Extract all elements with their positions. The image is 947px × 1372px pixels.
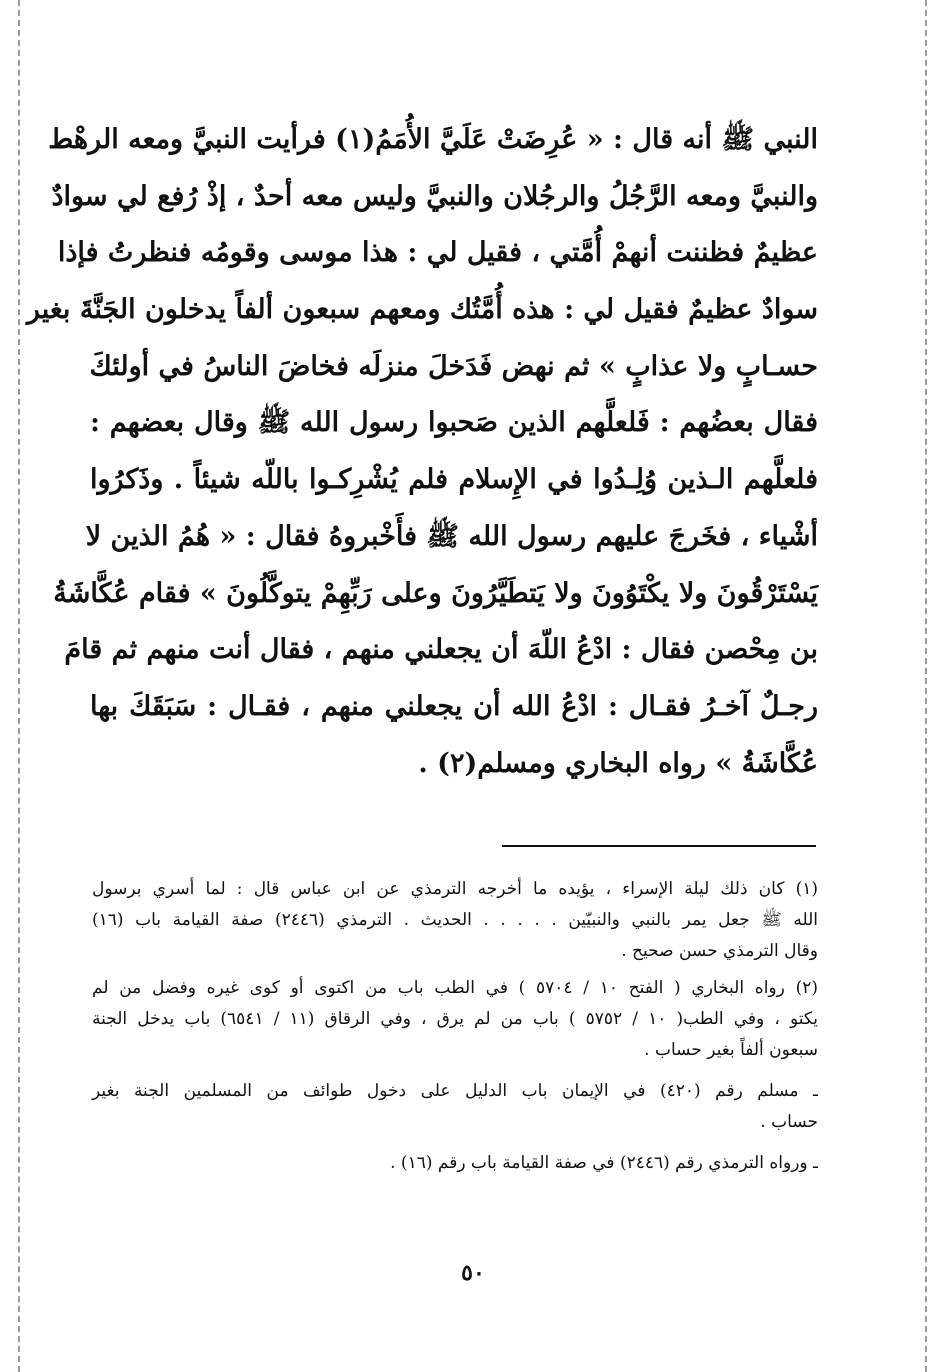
- footnote-line: يكتو ، وفي الطب( ١٠ / ٥٧٥٢ ) باب من لم يرق ، وفي الرقاق (١١ / ٦٥٤١) باب يدخل الجنة: [92, 1009, 818, 1029]
- footnote-2-tirmidhi: [92, 1148, 818, 1179]
- footnote-2: [92, 973, 818, 1066]
- main-line: والنبيَّ ومعه الرَّجُلُ والرجُلان والنبيَّ وليس معه أحدٌ ، إذْ رُفع لي سوادٌ: [51, 180, 818, 212]
- main-line: سوادٌ عظيمٌ فقيل لي : هذه أُمَّتُك ومعهم سبعون ألفاً يدخلون الجَنَّةَ بغير: [26, 294, 818, 326]
- main-line: النبي ﷺ أنه قال : « عُرِضَتْ عَلَيَّ الأُمَمُ(١) فرأيت النبيَّ ومعه الرهْط: [48, 124, 818, 155]
- footnote-line: ـ ورواه الترمذي رقم (٢٤٤٦) في صفة القيامة باب رقم (١٦) .: [390, 1153, 818, 1173]
- footnote-line: سبعون ألفاً بغير حساب .: [644, 1040, 818, 1060]
- footnote-separator: [502, 845, 816, 847]
- main-line: أشْياء ، فخَرجَ عليهم رسول الله ﷺ فأَخْبروهُ فقال : « هُمُ الذين لا: [85, 520, 818, 552]
- main-line: عظيمٌ فظننت أنهمْ أُمَّتي ، فقيل لي : هذا موسى وقومُه فنظرتُ فإذا: [57, 237, 818, 269]
- footnote-line: ـ مسلم رقم (٤٢٠) في الإيمان باب الدليل على دخول طوائف من المسلمين الجنة بغير: [92, 1081, 819, 1101]
- main-line: فلعلَّهم الـذين وُلِـدُوا في الإِسلام فلم يُشْرِكـوا باللّه شيئاً . وذَكرُوا: [90, 464, 818, 496]
- footnote-line: (١) كان ذلك ليلة الإسراء ، يؤيده ما أخرجه الترمذي عن ابن عباس قال : لما أسري برسول: [92, 879, 818, 899]
- footnote-line: الله ﷺ جعل يمر بالنبي والنبيّين . . . . . الحديث . الترمذي (٢٤٤٦) صفة القيامة باب (١٦): [92, 910, 818, 930]
- page-number: ٥٠: [461, 1260, 485, 1286]
- main-line: يَسْتَرْقُونَ ولا يكْتَوُونَ ولا يَتطَيَّرُونَ وعلى رَبِّهِمْ يتوكَّلُونَ » فقام عُكَّاشَةُ: [53, 577, 818, 609]
- footnote-line: حساب .: [760, 1112, 818, 1132]
- main-text: [26, 112, 818, 792]
- scan-edge-right: [925, 0, 927, 1372]
- footnote-line: وقال الترمذي حسن صحيح .: [621, 941, 818, 961]
- scan-edge-left: [18, 0, 20, 1372]
- main-line: حسـابٍ ولا عذابٍ » ثم نهض فَدَخلَ منزلَه فخاضَ الناسُ في أولئكَ: [89, 350, 818, 382]
- footnote-1: [92, 874, 818, 967]
- main-line: رجـلٌ آخـرُ فقـال : ادْعُ الله أن يجعلني منهم ، فقـال : سَبَقَكَ بها: [90, 690, 818, 722]
- main-line: بن مِحْصن فقال : ادْعُ اللّهَ أن يجعلني منهم ، فقال أنت منهم ثم قامَ: [64, 634, 818, 666]
- footnotes: [92, 874, 818, 1189]
- main-line-last: عُكَّاشَةُ » رواه البخاري ومسلم(٢) .: [418, 747, 818, 779]
- footnote-line: (٢) رواه البخاري ( الفتح ١٠ / ٥٧٠٤ ) في الطب باب من اكتوى أو كوى غيره وفضل من لم: [92, 978, 818, 998]
- main-line: فقال بعضُهم : فَلعلَّهم الذين صَحبوا رسول الله ﷺ وقال بعضهم :: [90, 407, 818, 439]
- footnote-2-muslim: [92, 1076, 818, 1138]
